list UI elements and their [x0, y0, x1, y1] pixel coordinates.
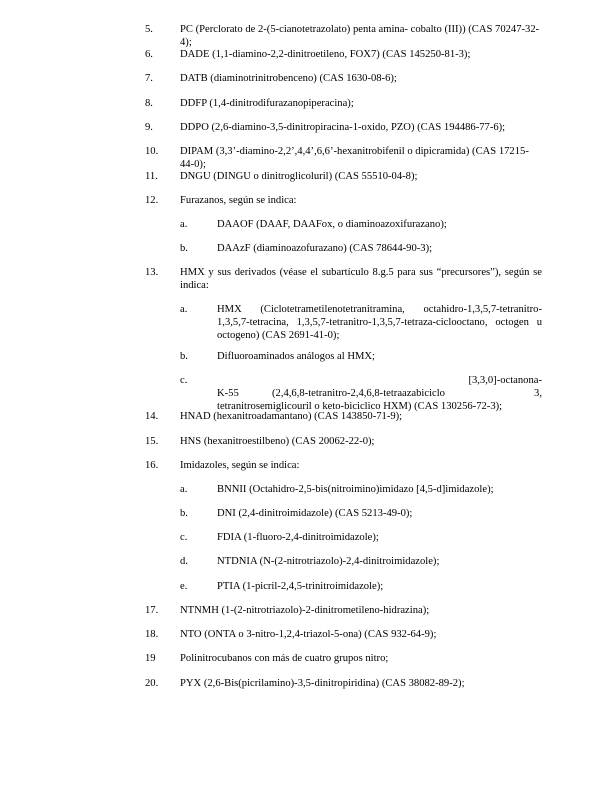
item-text [217, 374, 542, 413]
item-text: PYX (2,6-Bis(picrilamino)-3,5-dinitropiridina) (CAS 38082-89-2); [180, 678, 465, 689]
item-text: HMX y sus derivados (véase el subartículo 8.g.5 para sus “precursores”), según se indica: [180, 267, 542, 291]
item-letter: a. [180, 304, 188, 315]
item-text: NTO (ONTA o 3-nitro-1,2,4-triazol-5-ona) (CAS 932-64-9); [180, 629, 437, 640]
item-text: DDPO (2,6-diamino-3,5-dinitropiracina-1-oxido, PZO) (CAS 194486-77-6); [180, 122, 506, 133]
item-letter: b. [180, 508, 188, 519]
item-letter: a. [180, 219, 188, 230]
item-number: 5. [145, 24, 153, 35]
item-text: DATB (diaminotrinitrobenceno) (CAS 1630-08-6); [180, 73, 397, 84]
item-text: DIPAM (3,3’-diamino-2,2’,4,4’,6,6’-hexanitrobifenil o dipicramida) (CAS 17215-44-0); [180, 146, 529, 170]
item-text: BNNII (Octahidro-2,5-bis(nitroimino)imidazo [4,5-d]imidazole); [217, 484, 494, 495]
item-number: 20. [145, 678, 159, 689]
item-number: 13. [145, 267, 159, 278]
item-text: DNGU (DINGU o dinitroglicoluril) (CAS 55510-04-8); [180, 171, 418, 182]
item-letter: c. [180, 532, 188, 543]
k55-name: K-55 [217, 388, 239, 399]
item-number: 6. [145, 49, 153, 60]
k55-line2: tetranitrosemiglicouril o keto-biciclico HXM) (CAS 130256-72-3); [217, 401, 503, 412]
item-text: PC (Perclorato de 2-(5-cianotetrazolato) penta amina- cobalto (III)) (CAS 70247-32-4); [180, 24, 540, 48]
item-letter: b. [180, 243, 188, 254]
item-number: 10. [145, 146, 159, 157]
item-number: 9. [145, 122, 153, 133]
item-text: DADE (1,1-diamino-2,2-dinitroetileno, FOX7) (CAS 145250-81-3); [180, 49, 471, 60]
item-number: 16. [145, 460, 159, 471]
item-text: HNAD (hexanitroadamantano) (CAS 143850-71-9); [180, 411, 403, 422]
item-number: 7. [145, 73, 153, 84]
item-text: Furazanos, según se indica: [180, 195, 297, 206]
item-text: Difluoroaminados análogos al HMX; [217, 351, 375, 362]
item-text: NTNMH (1-(2-nitrotriazolo)-2-dinitrometileno-hidrazina); [180, 605, 430, 616]
item-text: PTIA (1-picril-2,4,5-trinitroimidazole); [217, 581, 384, 592]
item-letter: d. [180, 556, 188, 567]
item-letter: b. [180, 351, 188, 362]
item-text: DNI (2,4-dinitroimidazole) (CAS 5213-49-0); [217, 508, 413, 519]
item-number: 14. [145, 411, 159, 422]
item-number: 12. [145, 195, 159, 206]
item-text: Imidazoles, según se indica: [180, 460, 300, 471]
item-number: 15. [145, 436, 159, 447]
item-number: 17. [145, 605, 159, 616]
item-text: DDFP (1,4-dinitrodifurazanopiperacina); [180, 98, 354, 109]
item-text: HMX (Ciclotetrametilenotetranitramina, octahidro-1,3,5,7-tetranitro-1,3,5,7-tetracina, 1,3,5,7-tetranitro-1,3,5,7-tetraza-ciclooctano, octogen u octogeno) (CAS 2691-41-0); [217, 304, 542, 341]
item-letter: e. [180, 581, 188, 592]
k55-formula-part: [3,3,0]-octanona-3, [468, 375, 542, 399]
k55-formula-part: (2,4,6,8-tetranitro-2,4,6,8-tetraazabiciclo [272, 388, 445, 399]
item-text: DAAzF (diaminoazofurazano) (CAS 78644-90-3); [217, 243, 433, 254]
item-text: NTDNIA (N-(2-nitrotriazolo)-2,4-dinitroimidazole); [217, 556, 440, 567]
item-letter: c. [180, 375, 188, 386]
item-text: DAAOF (DAAF, DAAFox, o diaminoazoxifurazano); [217, 219, 447, 230]
item-letter: a. [180, 484, 188, 495]
item-text: HNS (hexanitroestilbeno) (CAS 20062-22-0); [180, 436, 375, 447]
item-number: 11. [145, 171, 158, 182]
item-number: 8. [145, 98, 153, 109]
item-number: 18. [145, 629, 159, 640]
item-text: Polinitrocubanos con más de cuatro grupos nitro; [180, 653, 389, 664]
item-number: 19 [145, 653, 156, 664]
item-text: FDIA (1-fluoro-2,4-dinitroimidazole); [217, 532, 379, 543]
